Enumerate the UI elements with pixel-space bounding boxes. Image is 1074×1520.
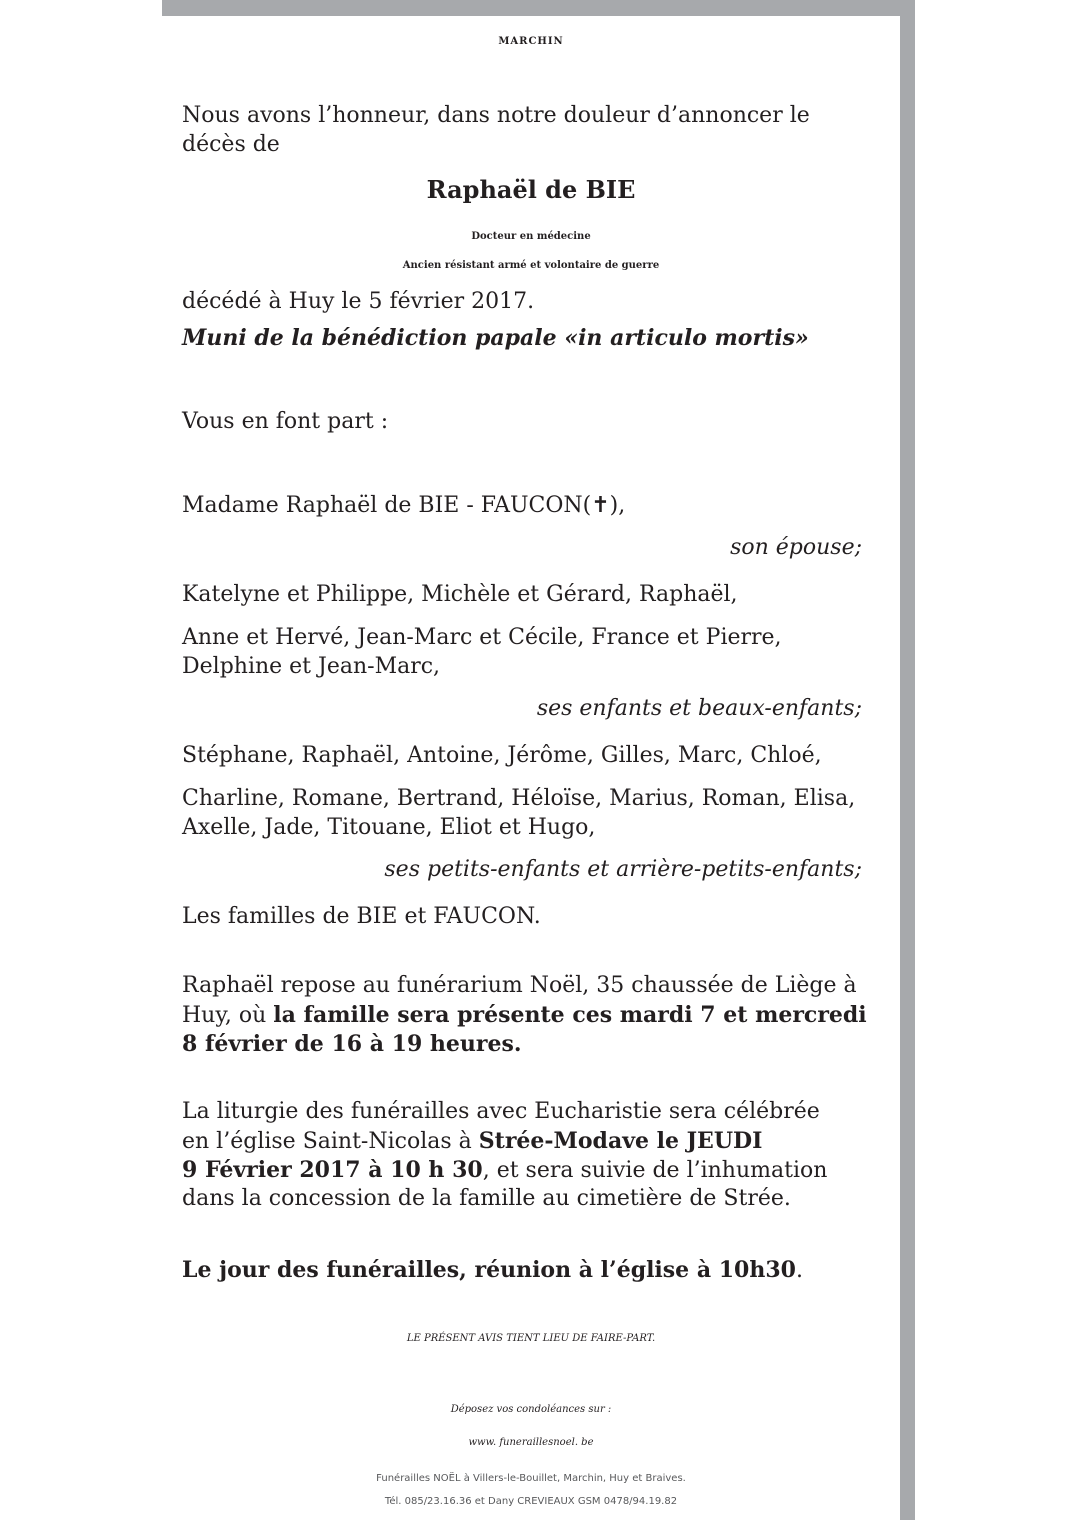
grandchildren-line-3: Axelle, Jade, Titouane, Eliot et Hugo, [182,815,596,840]
notice-statement: LE PRÉSENT AVIS TIENT LIEU DE FAIRE-PART. [406,1333,656,1344]
liturgy-line-3 [182,1156,827,1185]
liturgy-line-2-plain: en l’église Saint-Nicolas à [182,1129,479,1154]
rest-line-3: 8 février de 16 à 19 heures. [182,1031,522,1057]
spouse-role: son épouse; [730,535,862,560]
condolences-link[interactable]: www. funeraillesnoel. be [468,1437,594,1448]
footer-line-1: Funérailles NOËL à Villers-le-Bouillet, Marchin, Huy et Braives. [376,1473,686,1484]
meeting-line [182,1256,803,1285]
spouse-line: Madame Raphaël de BIE - FAUCON(✝), [182,493,626,518]
rest-line-1: Raphaël repose au funérarium Noël, 35 chaussée de Liège à [182,973,857,998]
children-line-3: Delphine et Jean-Marc, [182,654,441,679]
locality-heading: MARCHIN [498,36,564,47]
families-line: Les familles de BIE et FAUCON. [182,904,541,929]
title-line-1: Docteur en médecine [471,231,591,242]
death-info: décédé à Huy le 5 février 2017. [182,289,535,314]
rest-line-2 [182,1001,867,1030]
grandchildren-line-1: Stéphane, Raphaël, Antoine, Jérôme, Gilles, Marc, Chloé, [182,743,822,768]
notice-border [162,0,915,1520]
visiting-hours: la famille sera présente ces mardi 7 et mercredi [273,1002,867,1028]
ceremony-date: 9 Février 2017 à 10 h 30 [182,1157,483,1183]
ceremony-place: Strée-Modave le JEUDI [478,1128,763,1154]
liturgy-line-1: La liturgie des funérailles avec Eucharistie sera célébrée [182,1099,820,1124]
rest-line-2-plain: Huy, où [182,1003,274,1028]
intro-line-1: Nous avons l’honneur, dans notre douleur d’annoncer le [182,103,810,128]
liturgy-line-3-plain: , et sera suivie de l’inhumation [482,1158,828,1183]
title-line-2: Ancien résistant armé et volontaire de guerre [402,260,660,271]
condolences-label: Déposez vos condoléances sur : [450,1404,612,1415]
grandchildren-line-2: Charline, Romane, Bertrand, Héloïse, Marius, Roman, Elisa, [182,786,856,811]
blessing: Muni de la bénédiction papale «in articulo mortis» [182,325,809,351]
children-role: ses enfants et beaux-enfants; [536,696,862,721]
grandchildren-role: ses petits-enfants et arrière-petits-enfants; [384,857,862,882]
death-notice-card [162,16,900,1520]
children-line-1: Katelyne et Philippe, Michèle et Gérard, Raphaël, [182,582,738,607]
intro-line-2: décès de [182,132,280,157]
liturgy-line-2 [182,1127,762,1156]
children-line-2: Anne et Hervé, Jean-Marc et Cécile, France et Pierre, [182,625,782,650]
deceased-name: Raphaël de BIE [426,175,636,204]
announcers-intro: Vous en font part : [182,409,389,434]
meeting-info: Le jour des funérailles, réunion à l’église à 10h30 [182,1257,796,1283]
meeting-end: . [795,1258,803,1283]
liturgy-line-4: dans la concession de la famille au cimetière de Strée. [182,1186,791,1211]
footer-line-2: Tél. 085/23.16.36 et Dany CREVIEAUX GSM 0478/94.19.82 [384,1496,678,1507]
